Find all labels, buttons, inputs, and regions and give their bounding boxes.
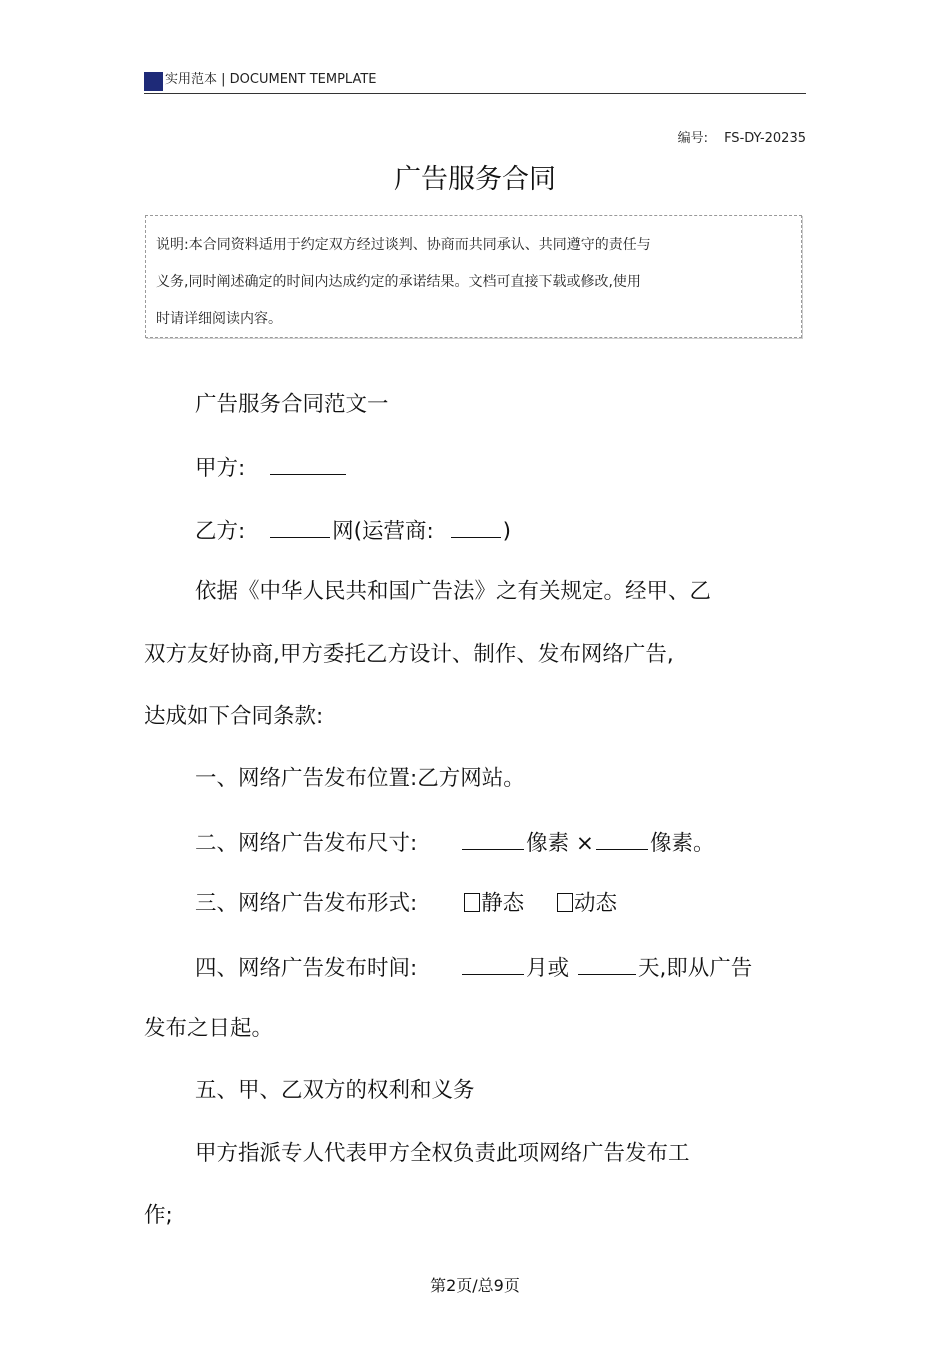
header-brand: 实用范本 | DOCUMENT TEMPLATE [165,72,377,87]
width-blank [462,827,524,850]
notice-line: 义务,同时阐述确定的时间内达成约定的承诺结果。文档可直接下载或修改,使用 [156,274,641,290]
page-number: 第2页/总9页 [430,1276,520,1295]
clause-size-unit-end: 像素。 [649,831,715,856]
party-a-label: 甲方: [195,456,246,481]
operator-blank [451,515,501,538]
clause-size [195,827,714,859]
months-blank [462,952,524,975]
intro-line: 双方友好协商,甲方委托乙方设计、制作、发布网络广告, [144,642,674,667]
document-number [678,127,806,146]
notice-line: 时请详细阅读内容。 [156,311,282,327]
party-b-blank [270,515,330,538]
clause-form [195,889,617,919]
section-heading: 广告服务合同范文一 [195,392,389,417]
clause-rights: 五、甲、乙双方的权利和义务 [195,1078,475,1103]
height-blank [596,827,648,850]
duty-line: 甲方指派专人代表甲方全权负责此项网络广告发布工 [195,1141,690,1166]
duty-line: 作; [144,1203,173,1228]
party-b-label: 乙方: [195,519,246,544]
clause-size-unit: 像素 × [526,831,594,856]
document-number-value: FS-DY-20235 [724,131,806,146]
days-blank [578,952,636,975]
template-logo [144,72,163,91]
party-b-operator: 网(运营商: [332,519,434,544]
static-checkbox[interactable] [464,893,480,912]
static-option-label: 静态 [481,891,525,916]
clause-time-end: 天,即从广告 [637,956,753,981]
dynamic-checkbox[interactable] [557,893,573,912]
notice-line: 说明:本合同资料适用于约定双方经过谈判、协商而共同承认、共同遵守的责任与 [156,237,651,253]
intro-line: 达成如下合同条款: [144,704,324,729]
party-a-line [195,452,348,484]
clause-location: 一、网络广告发布位置:乙方网站。 [195,766,525,791]
clause-time [195,952,752,984]
dynamic-option-label: 动态 [573,891,617,916]
clause-time-mid: 月或 [526,956,570,981]
intro-line: 依据《中华人民共和国广告法》之有关规定。经甲、乙 [195,579,712,604]
document-number-label: 编号: [677,131,709,146]
clause-size-label: 二、网络广告发布尺寸: [195,831,418,856]
document-header [144,69,806,94]
clause-form-label: 三、网络广告发布形式: [195,891,418,916]
clause-time-label: 四、网络广告发布时间: [195,956,418,981]
document-title: 广告服务合同 [394,164,556,195]
clause-time-continued: 发布之日起。 [144,1016,274,1041]
party-b-line [195,515,511,547]
party-a-blank [270,452,346,475]
party-b-close: ) [502,519,511,544]
notice-box [145,215,802,338]
